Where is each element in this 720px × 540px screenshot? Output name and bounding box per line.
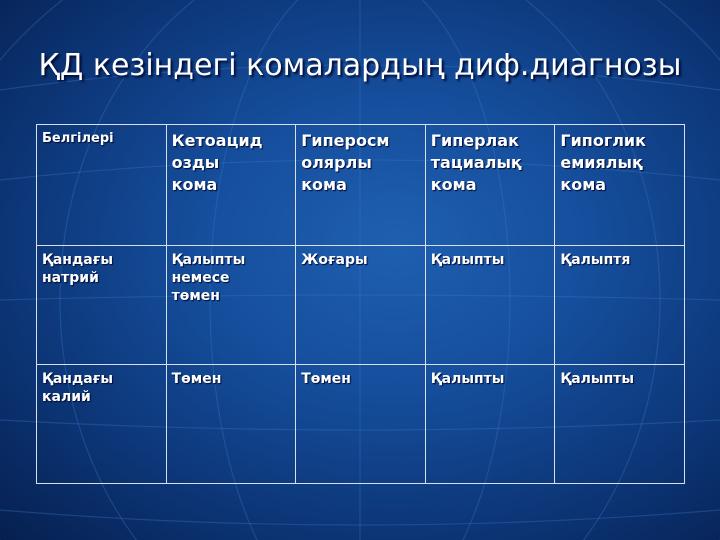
diagnosis-table xyxy=(36,124,685,484)
header-text: Гипоглик емиялық кома xyxy=(560,131,646,194)
table-cell xyxy=(296,365,426,484)
cell-text: Қалыпты немесе төмен xyxy=(171,252,246,304)
cell-text: Қандағы калий xyxy=(42,371,113,405)
table-header-cell xyxy=(166,125,296,246)
cell-text: Қалыпты xyxy=(560,371,635,387)
cell-text: Төмен xyxy=(301,371,351,387)
table-cell xyxy=(37,246,167,365)
slide-title: ҚД кезіндегі комалардың диф.диагнозы xyxy=(38,48,682,83)
table-cell xyxy=(166,246,296,365)
header-text: Гиперлак тациалық кома xyxy=(430,131,522,194)
table-cell xyxy=(555,246,685,365)
table-header-cell xyxy=(555,125,685,246)
header-text: Белгілері xyxy=(42,131,114,146)
cell-text: Жоғары xyxy=(301,252,368,268)
header-text: Кетоацид озды кома xyxy=(171,131,263,194)
table-cell xyxy=(425,246,555,365)
table-cell xyxy=(296,246,426,365)
cell-text: Төмен xyxy=(171,371,222,387)
table-cell xyxy=(425,365,555,484)
table-header-row xyxy=(37,125,685,246)
table-cell xyxy=(555,365,685,484)
cell-text: Қалыптя xyxy=(560,252,631,268)
table-header-cell xyxy=(37,125,167,246)
table-cell xyxy=(37,365,167,484)
table-header-cell xyxy=(296,125,426,246)
table-cell xyxy=(166,365,296,484)
header-text: Гиперосм олярлы кома xyxy=(301,131,390,194)
cell-text: Қалыпты xyxy=(430,371,505,387)
table-header-cell xyxy=(425,125,555,246)
table-row xyxy=(37,246,685,365)
table-row xyxy=(37,365,685,484)
cell-text: Қалыпты xyxy=(430,252,505,268)
cell-text: Қандағы натрий xyxy=(42,252,113,286)
